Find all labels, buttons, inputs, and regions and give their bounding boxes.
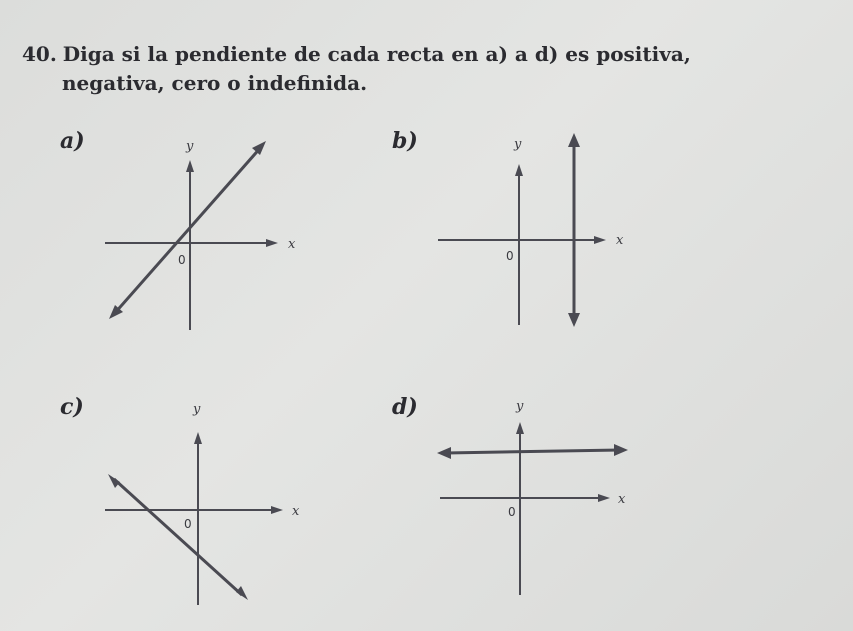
graph-c-x-arrow-icon [271,506,283,514]
graph-b-line-arrow-up-icon [568,133,580,147]
graph-d-x-label: x [618,492,626,507]
graph-d-y-arrow-icon [516,422,524,434]
graph-d-origin-label: 0 [508,505,516,519]
graph-a-y-label: y [186,139,194,154]
panel-d-label: d) [392,394,418,420]
problem-text-line1: Diga si la pendiente de cada recta en a) a d) es positiva, [62,42,691,66]
graph-d-y-label: y [516,399,524,414]
graph-b-x-arrow-icon [594,236,606,244]
graph-a-x-arrow-icon [266,239,278,247]
graph-c-line-arrow-down-icon [236,586,248,600]
graph-d [430,395,650,600]
graph-a-x-label: x [288,237,296,252]
graph-c-line-arrow-up-icon [108,474,120,488]
graph-d-line-arrow-left-icon [437,447,451,459]
graph-c-y-arrow-icon [194,432,202,444]
graph-a-origin-label: 0 [178,253,186,267]
graph-b-y-arrow-icon [515,164,523,176]
graph-c [100,395,310,610]
graph-b-line-arrow-down-icon [568,313,580,327]
problem-statement [22,40,822,98]
graph-a [100,130,310,340]
graph-d-line-arrow-right-icon [614,444,628,456]
graph-d-x-arrow-icon [598,494,610,502]
graph-b-x-label: x [616,233,624,248]
graph-c-x-label: x [292,504,300,519]
graph-b-y-label: y [514,137,522,152]
graph-a-y-arrow-icon [186,160,194,172]
panel-c-label: c) [60,394,84,420]
problem-text-line2: negativa, cero o indefinida. [62,71,368,95]
problem-number: 40. [22,42,57,66]
panel-b-label: b) [392,128,418,154]
graph-d-horizontal-line [446,450,620,453]
graph-c-line [114,479,242,595]
graph-c-origin-label: 0 [184,517,192,531]
graph-b [430,130,650,340]
graph-b-origin-label: 0 [506,249,514,263]
panel-a-label: a) [60,128,85,154]
graph-c-y-label: y [193,402,201,417]
